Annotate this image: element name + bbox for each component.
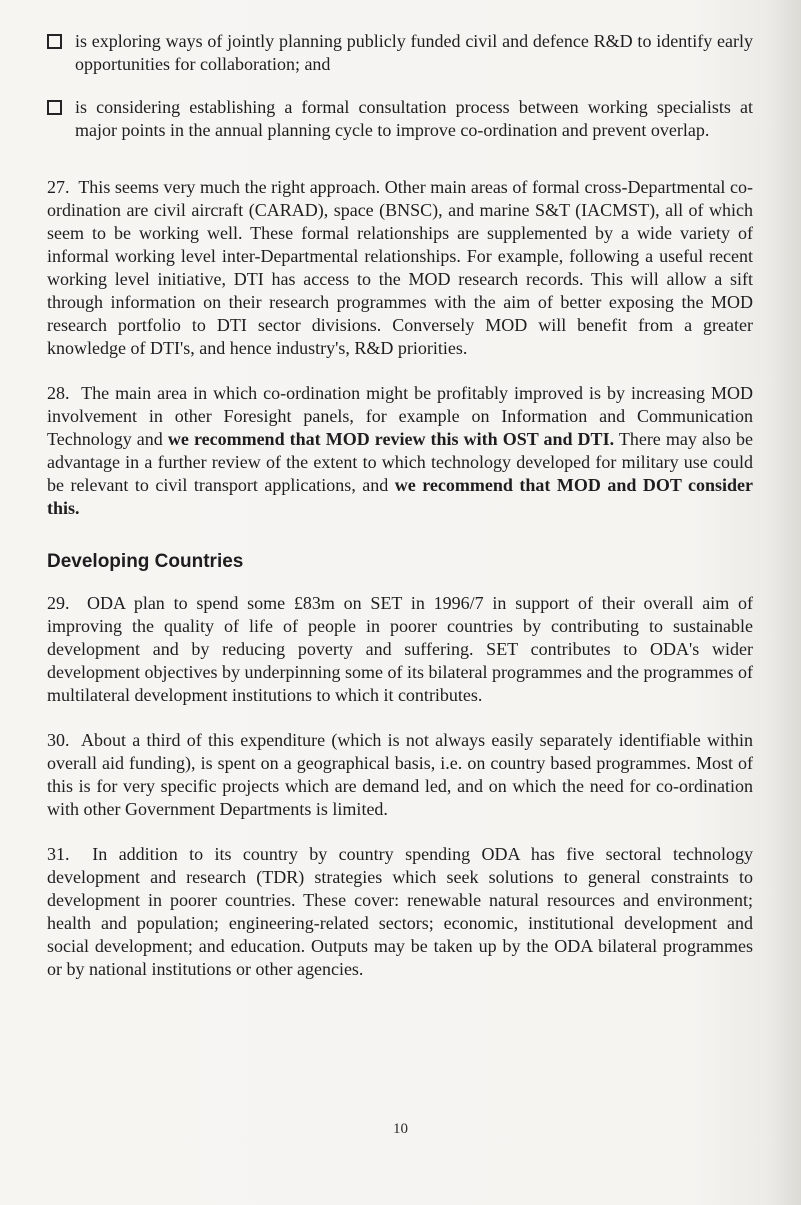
paragraph-28-text-1: 28. The main area in which co-ordination might be profitably improved is by increasing MOD involvement in other Foresight panels, for example on Information and Communication Technology and [47, 383, 753, 449]
paragraph-27: 27. This seems very much the right approach. Other main areas of formal cross-Departmental co-ordination are civil aircraft (CARAD), space (BNSC), and marine S&T (IACMST), all of which seem to be working well. These formal relationships are supplemented by a wide variety of informal working level inter-Departmental relationships. For example, following a useful recent working level initiative, DTI has access to the MOD research records. This will allow a sift through information on their research programmes with the aim of better exposing the MOD research portfolio to DTI sector divisions. Conversely MOD will benefit from a greater knowledge of DTI's, and hence industry's, R&D priorities. [47, 177, 753, 358]
paragraph-31: 31. In addition to its country by country spending ODA has five sectoral technology development and research (TDR) strategies which seek solutions to general constraints to development in poorer countries. These cover: renewable natural resources and environment; health and population; engineering-related sectors; economic, institutional development and social development; and education. Outputs may be taken up by the ODA bilateral programmes or by national institutions or other agencies. [47, 844, 753, 979]
bullet-text: is exploring ways of jointly planning publicly funded civil and defence R&D to identify early opportunities for collaboration; and [75, 31, 753, 74]
paragraph-28-recommendation-1: we recommend that MOD review this with OST and DTI. [167, 429, 615, 449]
section-heading-developing-countries: Developing Countries [47, 551, 244, 572]
paragraph-30: 30. About a third of this expenditure (which is not always easily separately identifiable within overall aid funding), is spent on a geographical basis, i.e. on country based programmes. Most of this is for very specific projects which are demand led, and on which the need for co-ordination with other Government Departments is limited. [47, 730, 753, 819]
page-number: 10 [393, 1121, 408, 1137]
square-bullet-icon [47, 34, 62, 49]
bullet-item-consultation [47, 96, 753, 142]
bullet-text: is considering establishing a formal consultation process between working specialists at major points in the annual planning cycle to improve co-ordination and prevent overlap. [75, 97, 753, 140]
bullet-item-collaboration [47, 30, 753, 76]
square-bullet-icon [47, 100, 62, 115]
paragraph-29: 29. ODA plan to spend some £83m on SET in 1996/7 in support of their overall aim of improving the quality of life of people in poorer countries by contributing to sustainable development and by reducing poverty and suffering. SET contributes to ODA's wider development objectives by underpinning some of its bilateral programmes and the programmes of multilateral development institutions to which it contributes. [47, 593, 753, 705]
paragraph-28-recommendation-2: we recommend that MOD and DOT consider this. [47, 475, 753, 518]
paragraph-28-text-2: There may also be advantage in a further review of the extent to which technology developed for military use could be relevant to civil transport applications, and [47, 429, 754, 495]
paragraph-28 [47, 382, 753, 520]
